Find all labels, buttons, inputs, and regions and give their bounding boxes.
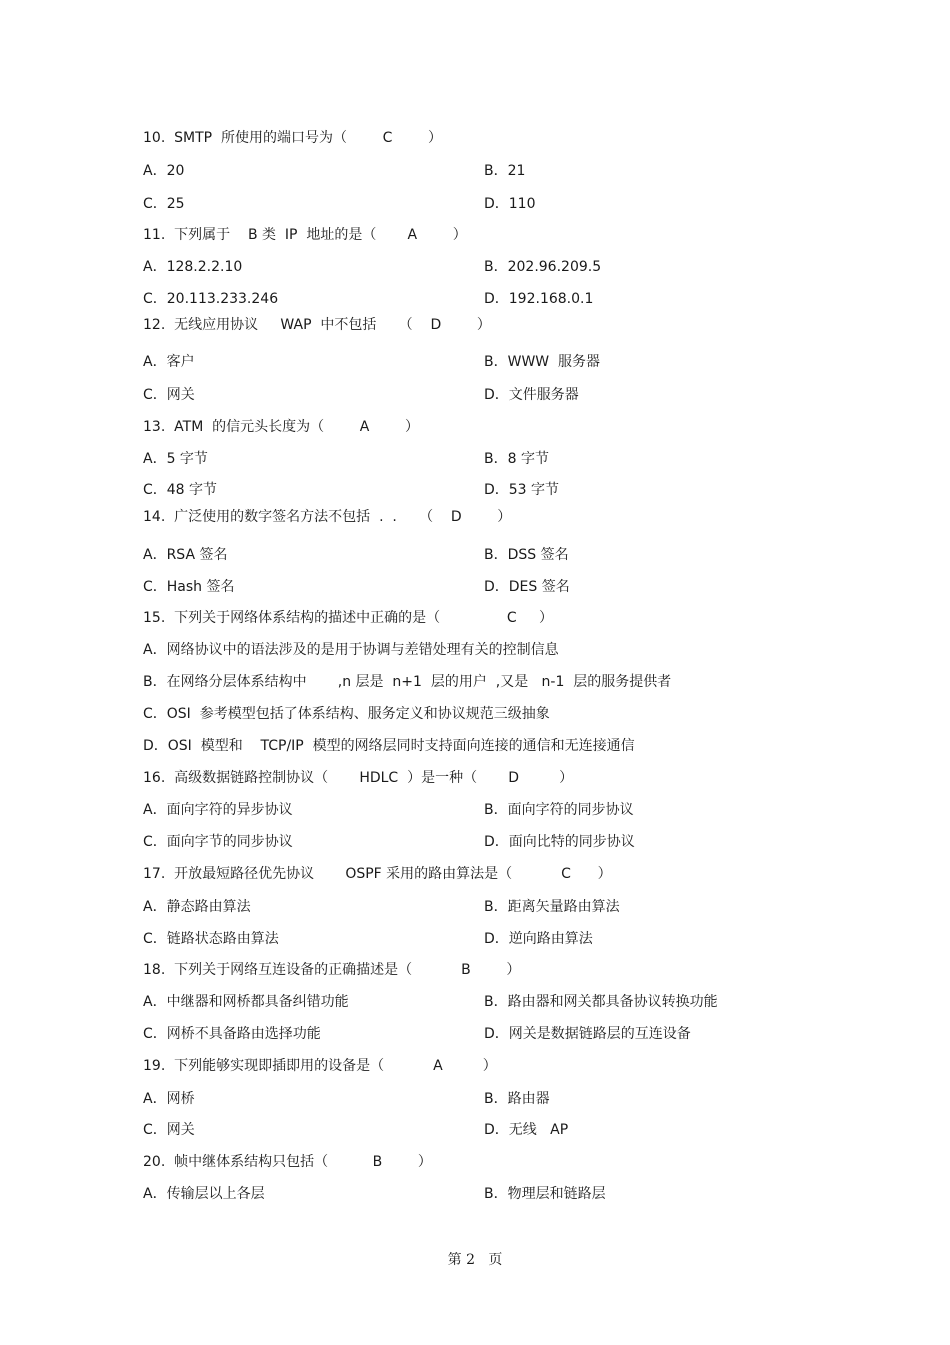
question-11-stem: 11. 下列属于 B 类 IP 地址的是（ A ） (143, 227, 467, 243)
question-11-option-d: D．192.168.0.1 (484, 291, 594, 307)
question-20-option-b: B．物理层和链路层 (484, 1186, 606, 1202)
question-12-option-b: B．WWW 服务器 (484, 354, 601, 370)
question-18-option-b: B．路由器和网关都具备协议转换功能 (484, 994, 718, 1010)
question-15-stem: 15. 下列关于网络体系结构的描述中正确的是（ C ） (143, 610, 553, 626)
question-18-stem: 18. 下列关于网络互连设备的正确描述是（ B ） (143, 962, 521, 978)
question-14-option-d: D．DES 签名 (484, 579, 570, 595)
question-17-option-b: B．距离矢量路由算法 (484, 899, 620, 915)
question-17-option-a: A．静态路由算法 (143, 899, 251, 915)
question-18-option-c: C．网桥不具备路由选择功能 (143, 1026, 321, 1042)
question-13-option-d: D．53 字节 (484, 482, 560, 498)
question-17-option-c: C．链路状态路由算法 (143, 931, 279, 947)
question-14-option-b: B．DSS 签名 (484, 547, 569, 563)
question-19-option-a: A．网桥 (143, 1091, 195, 1107)
question-16-option-c: C．面向字节的同步协议 (143, 834, 293, 850)
question-20-option-a: A．传输层以上各层 (143, 1186, 265, 1202)
question-16-option-d: D．面向比特的同步协议 (484, 834, 635, 850)
question-10-stem: 10. SMTP 所使用的端口号为（ C ） (143, 130, 443, 146)
question-16-option-a: A．面向字符的异步协议 (143, 802, 293, 818)
question-13-stem: 13. ATM 的信元头长度为（ A ） (143, 419, 419, 435)
question-19-option-d: D．无线 AP (484, 1122, 569, 1138)
question-10-option-c: C．25 (143, 196, 185, 212)
question-11-option-b: B．202.96.209.5 (484, 259, 602, 275)
question-19-option-b: B．路由器 (484, 1091, 550, 1107)
question-14-option-a: A．RSA 签名 (143, 547, 228, 563)
question-13-option-c: C．48 字节 (143, 482, 218, 498)
question-10-option-d: D．110 (484, 196, 536, 212)
question-15-option-d: D．OSI 模型和 TCP/IP 模型的网络层同时支持面向连接的通信和无连接通信 (143, 738, 635, 754)
question-13-option-b: B．8 字节 (484, 451, 549, 467)
question-14-stem: 14. 广泛使用的数字签名方法不包括 . . （ D ） (143, 509, 512, 525)
question-15-option-a: A．网络协议中的语法涉及的是用于协调与差错处理有关的控制信息 (143, 642, 559, 658)
question-12-option-c: C．网关 (143, 387, 195, 403)
question-11-option-a: A．128.2.2.10 (143, 259, 243, 275)
question-18-option-a: A．中继器和网桥都具备纠错功能 (143, 994, 349, 1010)
page-number: 第 2 页 (447, 1252, 503, 1268)
question-13-option-a: A．5 字节 (143, 451, 208, 467)
question-11-option-c: C．20.113.233.246 (143, 291, 279, 307)
question-16-stem: 16. 高级数据链路控制协议（ HDLC ）是一种（ D ） (143, 770, 574, 786)
question-15-option-c: C．OSI 参考模型包括了体系结构、服务定义和协议规范三级抽象 (143, 706, 550, 722)
question-10-option-a: A．20 (143, 163, 185, 179)
question-20-stem: 20. 帧中继体系结构只包括（ B ） (143, 1154, 432, 1170)
question-12-stem: 12. 无线应用协议 WAP 中不包括 （ D ） (143, 317, 491, 333)
question-19-stem: 19. 下列能够实现即插即用的设备是（ A ） (143, 1058, 497, 1074)
question-17-option-d: D．逆向路由算法 (484, 931, 593, 947)
question-10-option-b: B．21 (484, 163, 526, 179)
question-15-option-b: B．在网络分层体系结构中 ,n 层是 n+1 层的用户 ,又是 n-1 层的服务提供者 (143, 674, 672, 690)
question-16-option-b: B．面向字符的同步协议 (484, 802, 634, 818)
question-18-option-d: D．网关是数据链路层的互连设备 (484, 1026, 691, 1042)
question-17-stem: 17. 开放最短路径优先协议 OSPF 采用的路由算法是（ C ） (143, 866, 612, 882)
question-12-option-a: A．客户 (143, 354, 195, 370)
question-14-option-c: C．Hash 签名 (143, 579, 235, 595)
question-12-option-d: D．文件服务器 (484, 387, 579, 403)
question-19-option-c: C．网关 (143, 1122, 195, 1138)
